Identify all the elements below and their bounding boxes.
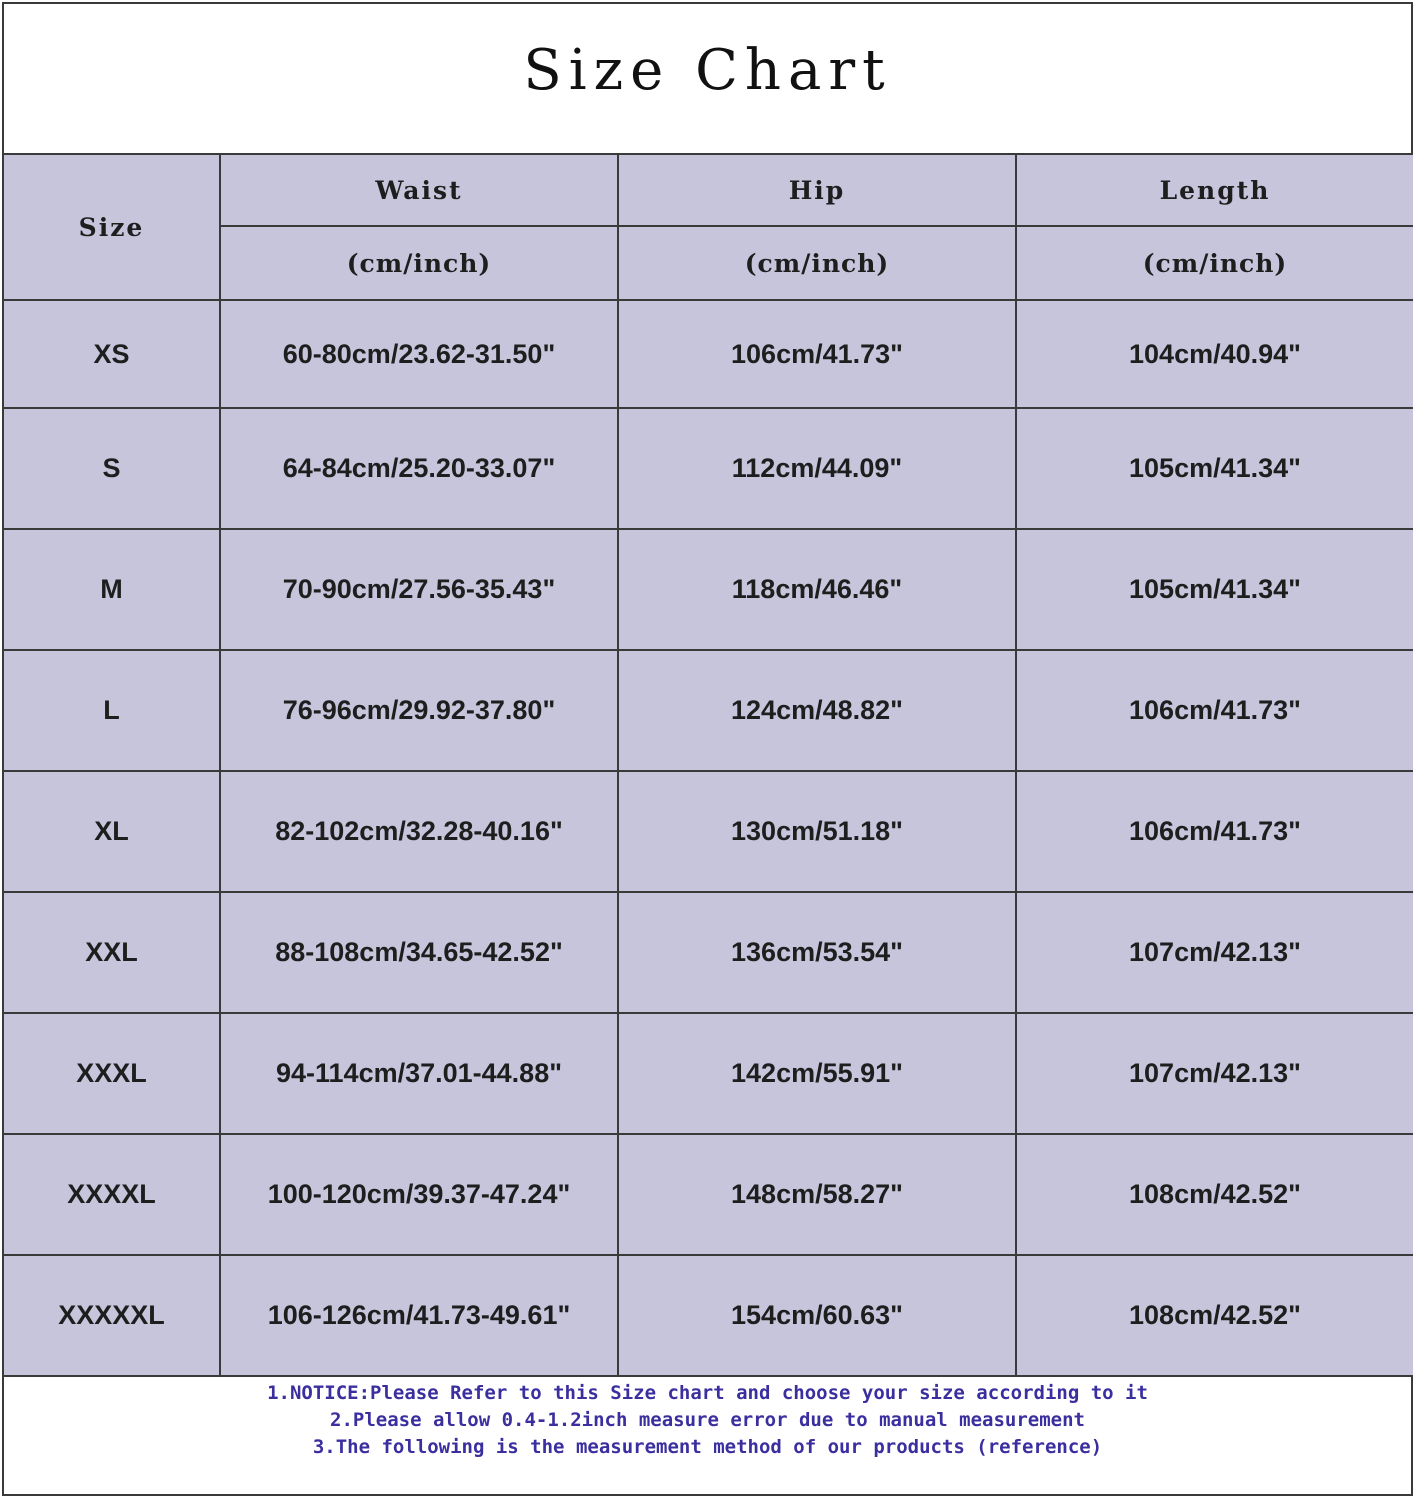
- cell-hip: 142cm/55.91": [618, 1013, 1016, 1134]
- cell-length: 107cm/42.13": [1016, 1013, 1413, 1134]
- note-line-2: 2.Please allow 0.4-1.2inch measure error due to manual measurement: [330, 1409, 1085, 1431]
- size-chart-frame: [2, 2, 1413, 1496]
- cell-length: 105cm/41.34": [1016, 529, 1413, 650]
- cell-hip: 124cm/48.82": [618, 650, 1016, 771]
- cell-size: XXXXL: [4, 1134, 220, 1255]
- cell-hip: 154cm/60.63": [618, 1255, 1016, 1376]
- cell-size: XXL: [4, 892, 220, 1013]
- title-area: [4, 4, 1411, 153]
- table-row: [4, 408, 1413, 529]
- cell-length: 106cm/41.73": [1016, 771, 1413, 892]
- cell-size: M: [4, 529, 220, 650]
- note-line-3: 3.The following is the measurement method of our products (reference): [312, 1436, 1103, 1458]
- cell-hip: 136cm/53.54": [618, 892, 1016, 1013]
- cell-size: XL: [4, 771, 220, 892]
- cell-hip: 112cm/44.09": [618, 408, 1016, 529]
- cell-size: L: [4, 650, 220, 771]
- table-row: [4, 771, 1413, 892]
- cell-waist: 100-120cm/39.37-47.24": [220, 1134, 618, 1255]
- header-size: Size: [4, 154, 220, 300]
- header-length: Length: [1016, 154, 1413, 226]
- header-hip: Hip: [618, 154, 1016, 226]
- cell-length: 104cm/40.94": [1016, 300, 1413, 408]
- cell-waist: 76-96cm/29.92-37.80": [220, 650, 618, 771]
- notes: [4, 1378, 1411, 1461]
- cell-length: 108cm/42.52": [1016, 1255, 1413, 1376]
- cell-waist: 106-126cm/41.73-49.61": [220, 1255, 618, 1376]
- cell-hip: 130cm/51.18": [618, 771, 1016, 892]
- cell-size: XS: [4, 300, 220, 408]
- cell-waist: 88-108cm/34.65-42.52": [220, 892, 618, 1013]
- cell-length: 107cm/42.13": [1016, 892, 1413, 1013]
- page-title: Size Chart: [523, 38, 892, 103]
- cell-size: XXXL: [4, 1013, 220, 1134]
- cell-waist: 70-90cm/27.56-35.43": [220, 529, 618, 650]
- cell-hip: 148cm/58.27": [618, 1134, 1016, 1255]
- cell-waist: 64-84cm/25.20-33.07": [220, 408, 618, 529]
- cell-size: XXXXXL: [4, 1255, 220, 1376]
- cell-waist: 60-80cm/23.62-31.50": [220, 300, 618, 408]
- cell-waist: 82-102cm/32.28-40.16": [220, 771, 618, 892]
- cell-hip: 106cm/41.73": [618, 300, 1016, 408]
- header-waist-unit: (cm/inch): [220, 226, 618, 300]
- header-row: [4, 154, 1413, 226]
- cell-hip: 118cm/46.46": [618, 529, 1016, 650]
- table-row: [4, 1255, 1413, 1376]
- header-length-unit: (cm/inch): [1016, 226, 1413, 300]
- cell-waist: 94-114cm/37.01-44.88": [220, 1013, 618, 1134]
- cell-size: S: [4, 408, 220, 529]
- header-waist: Waist: [220, 154, 618, 226]
- table-row: [4, 529, 1413, 650]
- header-hip-unit: (cm/inch): [618, 226, 1016, 300]
- cell-length: 108cm/42.52": [1016, 1134, 1413, 1255]
- cell-length: 106cm/41.73": [1016, 650, 1413, 771]
- size-table: [4, 153, 1413, 1377]
- table-row: [4, 650, 1413, 771]
- cell-length: 105cm/41.34": [1016, 408, 1413, 529]
- table-row: [4, 1013, 1413, 1134]
- note-line-1: 1.NOTICE:Please Refer to this Size chart and choose your size according to it: [267, 1382, 1148, 1404]
- table-row: [4, 300, 1413, 408]
- table-row: [4, 1134, 1413, 1255]
- table-row: [4, 892, 1413, 1013]
